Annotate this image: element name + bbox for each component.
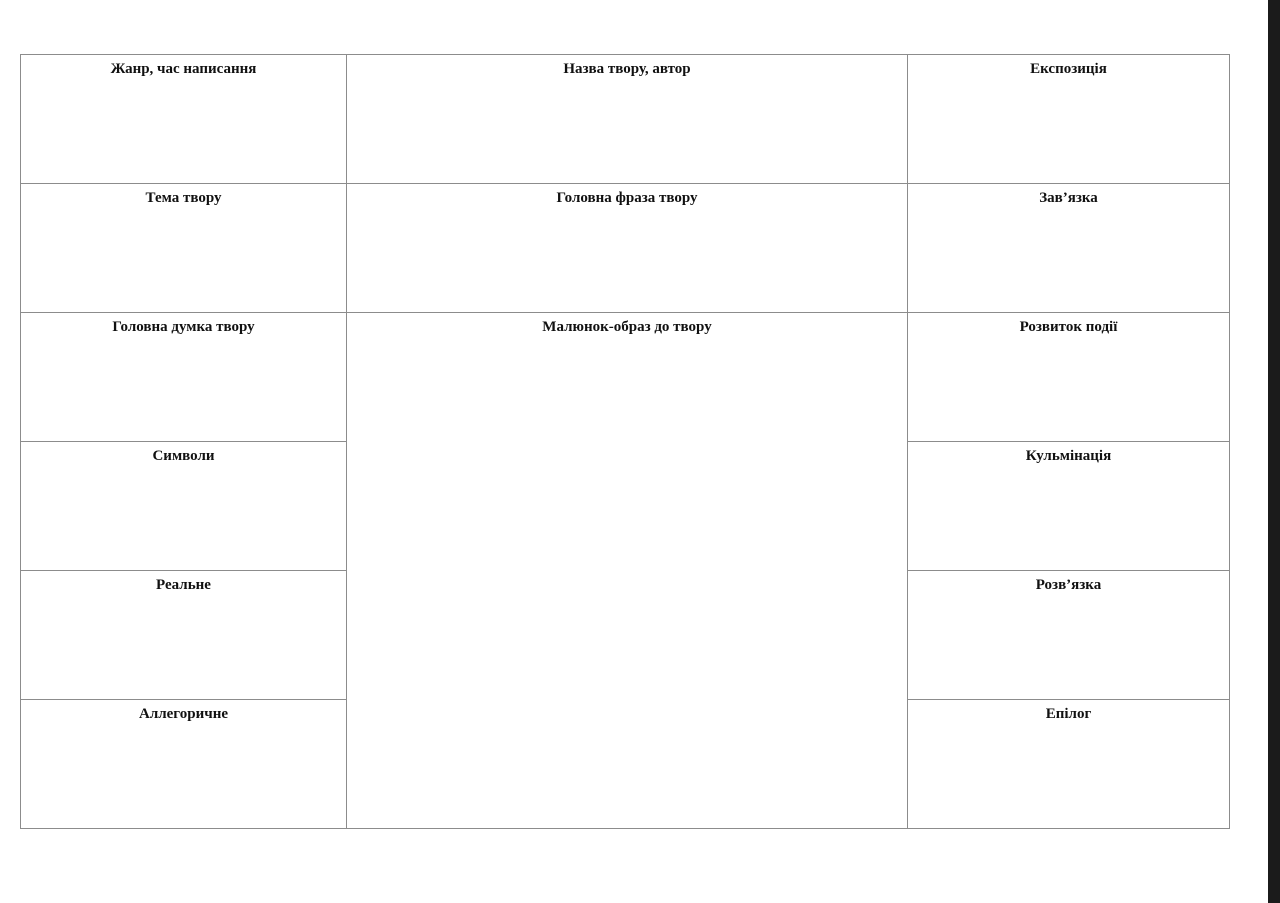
cell-climax: Кульмінація	[908, 442, 1230, 571]
cell-theme: Тема твору	[21, 184, 347, 313]
cell-picture-image: Малюнок-образ до твору	[347, 313, 908, 829]
cell-exposition: Експозиція	[908, 55, 1230, 184]
cell-genre-time: Жанр, час написання	[21, 55, 347, 184]
cell-title-author: Назва твору, автор	[347, 55, 908, 184]
cell-rising-action: Розвиток події	[908, 313, 1230, 442]
cell-real: Реальне	[21, 571, 347, 700]
cell-allegorical: Аллегоричне	[21, 700, 347, 829]
cell-resolution: Розв’язка	[908, 571, 1230, 700]
cell-main-phrase: Головна фраза твору	[347, 184, 908, 313]
literary-analysis-table	[20, 54, 1230, 829]
cell-main-idea: Головна думка твору	[21, 313, 347, 442]
window-edge	[1268, 0, 1280, 903]
cell-symbols: Символи	[21, 442, 347, 571]
cell-plot-setup: Зав’язка	[908, 184, 1230, 313]
cell-epilogue: Епілог	[908, 700, 1230, 829]
table-row	[21, 184, 1230, 313]
table-row	[21, 55, 1230, 184]
table-row	[21, 313, 1230, 442]
